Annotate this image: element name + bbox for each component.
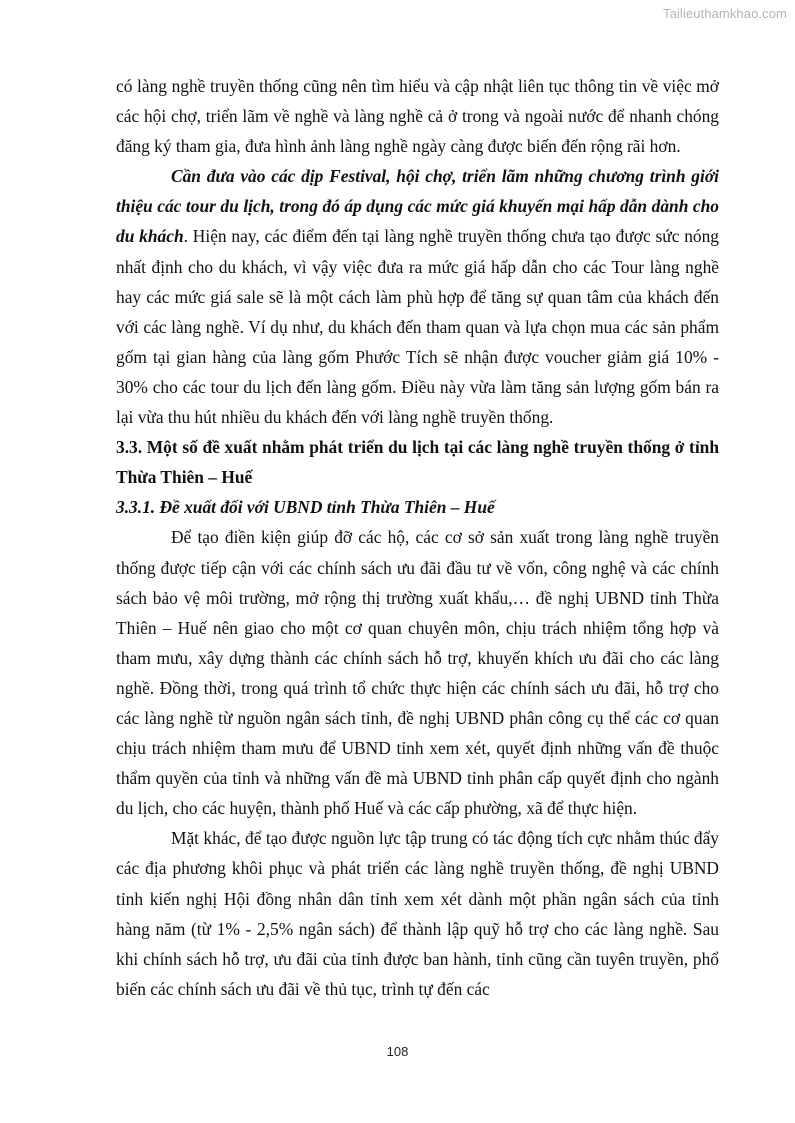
paragraph-continuation: có làng nghề truyền thống cũng nên tìm hiểu và cập nhật liên tục thông tin về việc mở các hội chợ, triển lãm về nghề và làng nghề cả ở trong và ngoài nước để nhanh chóng đăng ký tham gia, đưa hình ảnh làng nghề ngày càng được biến đến rộng rãi hơn. xyxy=(116,76,719,157)
paragraph-funding: Mặt khác, để tạo được nguồn lực tập trung có tác động tích cực nhằm thúc đẩy các địa phương khôi phục và phát triển các làng nghề truyền thống, đề nghị UBND tỉnh kiến nghị Hội đồng nhân dân tỉnh xem xét dành một phần ngân sách của tỉnh hàng năm (từ 1% - 2,5% ngân sách) để thành lập quỹ hỗ trợ cho các làng nghề. Sau khi chính sách hỗ trợ, ưu đãi của tỉnh được ban hành, tỉnh cũng cần tuyên truyền, phổ biến các chính sách ưu đãi về thủ tục, trình tự đến các xyxy=(116,828,719,999)
paragraph-festival xyxy=(116,161,719,432)
subsection-heading-3-3-1: 3.3.1. Đề xuất đối với UBND tỉnh Thừa Thiên – Huế xyxy=(116,497,495,518)
paragraph-ubnd-policy: Để tạo điền kiện giúp đỡ các hộ, các cơ sở sản xuất trong làng nghề truyền thống được tiếp cận với các chính sách ưu đãi đầu tư về vốn, công nghệ và các chính sách bảo vệ môi trường, mở rộng thị trường xuất khẩu,… đề nghị UBND tỉnh Thừa Thiên – Huế nên giao cho một cơ quan chuyên môn, chịu trách nhiệm tổng hợp và tham mưu, xây dựng thành các chính sách hỗ trợ, khuyến khích ưu đãi cho các làng nghề. Đồng thời, trong quá trình tổ chức thực hiện các chính sách ưu đãi, hỗ trợ cho các làng nghề từ nguồn ngân sách tỉnh, đề nghị UBND phân công cụ thể các cơ quan chịu trách nhiệm tham mưu để UBND tỉnh xem xét, quyết định những vấn đề thuộc thẩm quyền của tỉnh và những vấn đề mà UBND tỉnh phân cấp quyết định cho ngành du lịch, cho các huyện, thành phố Huế và các cấp phường, xã để thực hiện. xyxy=(116,527,719,819)
emphasis-text: Cần đưa vào các dịp Festival, hội chợ, triển lãm những chương trình giới thiệu các tour du lịch, trong đó áp dụng các mức giá khuyến mại hấp dẫn dành cho du khách xyxy=(116,166,719,247)
watermark: Tailieuthamkhao.com xyxy=(662,6,787,21)
paragraph-text: . Hiện nay, các điểm đến tại làng nghề truyền thống chưa tạo được sức nóng nhất định cho du khách, vì vậy việc đưa ra mức giá hấp dẫn cho các Tour làng nghề hay các mức giá sale sẽ là một cách làm phù hợp để tăng sự quan tâm của khách đến với các làng nghề. Ví dụ như, du khách đến tham quan và lựa chọn mua các sản phẩm gốm tại gian hàng của làng gốm Phước Tích sẽ nhận được voucher giảm giá 10% - 30% cho các tour du lịch đến làng gốm. Điều này vừa làm tăng sản lượng gốm bán ra lại vừa thu hút nhiều du khách đến với làng nghề truyền thống. xyxy=(116,226,720,428)
page-number: 108 xyxy=(386,1044,409,1059)
section-heading-3-3: 3.3. Một số đề xuất nhằm phát triển du lịch tại các làng nghề truyền thống ở tỉnh Thừa Thiên – Huế xyxy=(116,437,719,488)
page-body xyxy=(116,71,719,1004)
